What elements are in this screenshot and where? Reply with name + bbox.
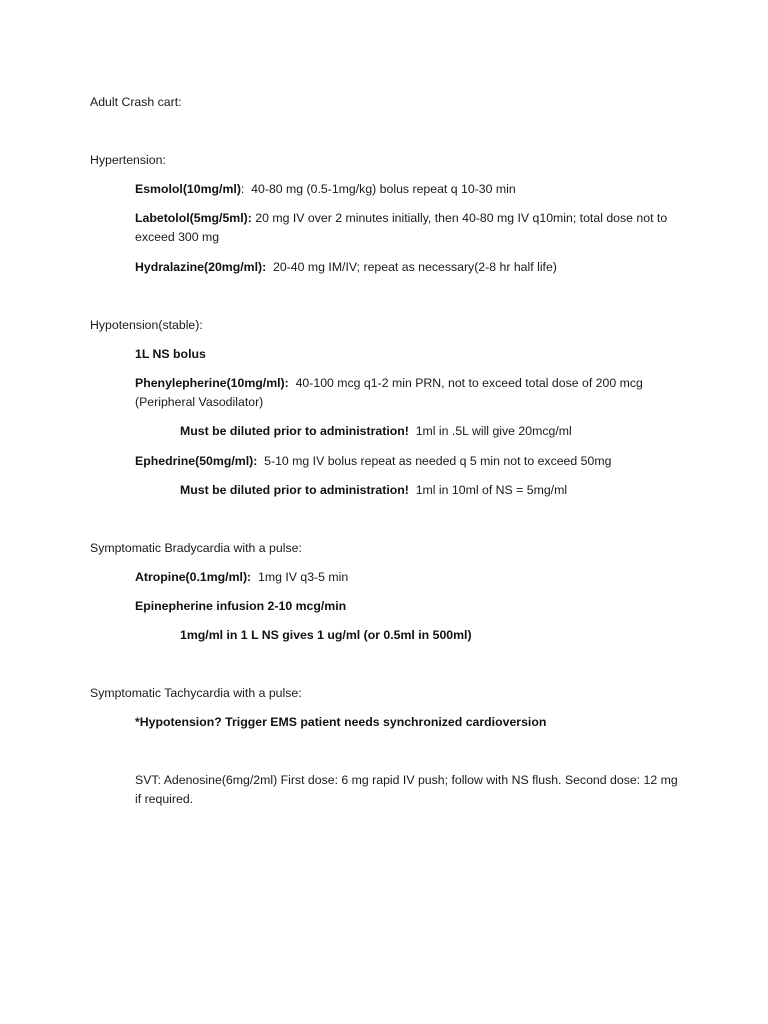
- dilution-note-epinephrine: [180, 626, 472, 645]
- section-heading-tachycardia: Symptomatic Tachycardia with a pulse:: [90, 686, 302, 700]
- drug-entry-ephedrine: [135, 452, 611, 471]
- drug-dose-hydralazine: 20-40 mg IM/IV; repeat as necessary(2-8 hr half life): [266, 260, 557, 274]
- drug-entry-epinephrine: [135, 597, 346, 616]
- drug-entry-ns-bolus: [135, 345, 206, 364]
- drug-sep-esmolol: :: [240, 182, 245, 196]
- section-heading-bradycardia: Symptomatic Bradycardia with a pulse:: [90, 541, 302, 555]
- drug-entry-phenylepherine: [135, 374, 680, 412]
- drug-dose-labetolol: 20 mg IV over 2 minutes initially, then 40-80 mg IV q10min; total dose not to exceed 300 mg: [135, 211, 668, 244]
- section-heading-hypotension: Hypotension(stable):: [90, 318, 203, 332]
- cardioversion-note: *Hypotension? Trigger EMS patient needs synchronized cardioversion: [135, 715, 547, 729]
- drug-dose-atropine: 1mg IV q3-5 min: [251, 570, 349, 584]
- drug-name-ns-bolus: 1L NS bolus: [135, 347, 206, 361]
- drug-dose-esmolol: 40-80 mg (0.5-1mg/kg) bolus repeat q 10-30 min: [244, 182, 516, 196]
- tachycardia-hypotension-note: [135, 713, 546, 732]
- drug-name-labetolol: Labetolol(5mg/5ml):: [135, 211, 252, 225]
- drug-dose-ephedrine: 5-10 mg IV bolus repeat as needed q 5 min not to exceed 50mg: [257, 454, 612, 468]
- dilution-detail: 1ml in .5L will give 20mcg/ml: [408, 424, 572, 438]
- section-heading-hypertension: Hypertension:: [90, 153, 166, 167]
- drug-name-epinephrine: Epinepherine infusion 2-10 mcg/min: [135, 599, 347, 613]
- drug-name-esmolol: Esmolol(10mg/ml): [135, 182, 241, 196]
- dilution-detail: 1ml in 10ml of NS = 5mg/ml: [408, 483, 568, 497]
- dilution-warning: Must be diluted prior to administration!: [180, 424, 409, 438]
- drug-name-phenylepherine: Phenylepherine(10mg/ml):: [135, 376, 289, 390]
- dilution-note-phenylepherine: [180, 422, 572, 441]
- drug-dose-phenylepherine: 40-100 mcg q1-2 min PRN, not to exceed total dose of 200 mcg (Peripheral Vasodilator): [135, 376, 647, 409]
- drug-name-ephedrine: Ephedrine(50mg/ml):: [135, 454, 258, 468]
- epinephrine-dilution: 1mg/ml in 1 L NS gives 1 ug/ml (or 0.5ml in 500ml): [180, 628, 472, 642]
- drug-entry-hydralazine: [135, 258, 557, 277]
- drug-name-hydralazine: Hydralazine(20mg/ml):: [135, 260, 267, 274]
- drug-entry-atropine: [135, 568, 348, 587]
- dilution-note-ephedrine: [180, 481, 567, 500]
- drug-entry-labetolol: [135, 209, 680, 247]
- document-title: Adult Crash cart:: [90, 95, 182, 109]
- drug-entry-esmolol: [135, 180, 516, 199]
- drug-entry-adenosine: SVT: Adenosine(6mg/2ml) First dose: 6 mg rapid IV push; follow with NS flush. Second dose: 12 mg if required.: [135, 773, 678, 806]
- drug-name-atropine: Atropine(0.1mg/ml):: [135, 570, 252, 584]
- dilution-warning: Must be diluted prior to administration!: [180, 483, 409, 497]
